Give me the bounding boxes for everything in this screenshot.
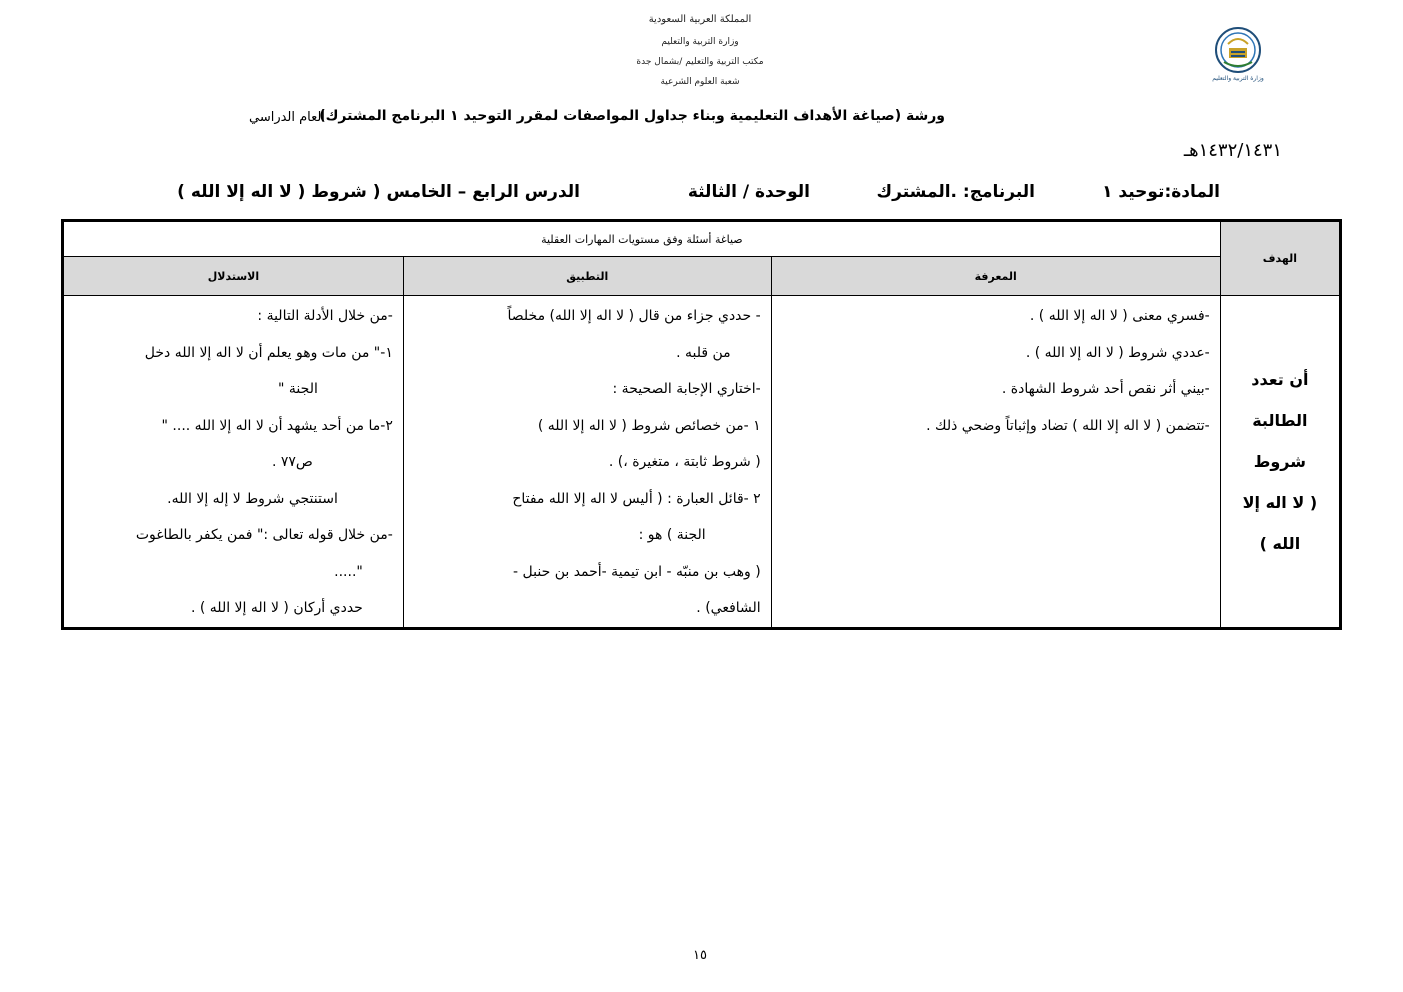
- header-lines: [560, 14, 840, 97]
- reasoning-item: -من خلال قوله تعالى :" فمن يكفر بالطاغوت: [135, 527, 393, 543]
- application-item: - حددي جزاء من قال ( لا اله إلا الله) مخلصاً: [507, 308, 761, 324]
- knowledge-item: -تتضمن ( لا اله إلا الله ) تضاد وإثباتاً وضحي ذلك .: [926, 417, 1210, 434]
- application-item: -اختاري الإجابة الصحيحة :: [612, 381, 761, 397]
- knowledge-cell: [771, 296, 1220, 629]
- reasoning-item: الجنة ": [278, 381, 318, 397]
- reasoning-item: ص٧٧ .: [271, 454, 313, 470]
- academic-year-label: العام الدراسي: [248, 110, 325, 125]
- application-item: ١ -من خصائص شروط ( لا اله إلا الله ): [537, 417, 761, 434]
- knowledge-header: المعرفة: [771, 257, 1220, 296]
- application-cell: [403, 296, 771, 629]
- reasoning-item: حددي أركان ( لا اله إلا الله ) .: [190, 600, 363, 616]
- knowledge-item: -عددي شروط ( لا اله إلا الله ) .: [1025, 344, 1210, 361]
- workshop-title: ورشة (صياغة الأهداف التعليمية وبناء جداول المواصفات لمقرر التوحيد ١ البرنامج المشترك): [319, 108, 945, 124]
- goal-line: الله ): [1259, 533, 1301, 553]
- ministry-logo-icon: [1208, 24, 1272, 88]
- reasoning-header: الاستدلال: [63, 257, 404, 296]
- application-item: ( وهب بن منبّه - ابن تيمية -أحمد بن حنبل -: [513, 563, 761, 580]
- reasoning-cell: [63, 296, 404, 629]
- lesson-label: الدرس الرابع – الخامس ( شروط ( لا اله إلا الله ): [177, 182, 580, 202]
- goal-header: الهدف: [1220, 221, 1340, 296]
- page-number: ١٥: [693, 948, 707, 963]
- goal-line: الطالبة: [1252, 410, 1308, 430]
- header-department: شعبة العلوم الشرعية: [660, 77, 740, 87]
- goal-line: شروط: [1253, 451, 1306, 471]
- subject-label: المادة:توحيد ١: [1102, 182, 1220, 202]
- knowledge-item: -فسري معنى ( لا اله إلا الله ) .: [1029, 308, 1210, 324]
- header-kingdom: المملكة العربية السعودية: [648, 14, 752, 25]
- application-item: ( شروط ثابتة ، متغيرة ،) .: [608, 454, 761, 470]
- objectives-table: [61, 219, 1342, 630]
- reasoning-item: ".....: [334, 563, 363, 580]
- header-office: مكتب التربية والتعليم /بشمال جدة: [636, 57, 764, 67]
- application-item: الجنة ) هو :: [638, 527, 706, 543]
- goal-line: ( لا اله إلا: [1242, 492, 1318, 512]
- goal-cell: [1220, 296, 1340, 629]
- application-header: التطبيق: [403, 257, 771, 296]
- unit-label: الوحدة / الثالثة: [687, 182, 810, 202]
- reasoning-item: ١-" من مات وهو يعلم أن لا اله إلا الله دخل: [144, 344, 393, 361]
- knowledge-item: -بيني أثر نقص أحد شروط الشهادة .: [1001, 381, 1210, 397]
- reasoning-item: ٢-ما من أحد يشهد أن لا اله إلا الله .... ": [161, 417, 393, 434]
- header-ministry: وزارة التربية والتعليم: [661, 37, 739, 47]
- levels-banner: صياغة أسئلة وفق مستويات المهارات العقلية: [63, 221, 1221, 257]
- goal-line: أن تعدد: [1251, 369, 1309, 389]
- ministry-logo: [1208, 24, 1272, 88]
- application-item: من قلبه .: [676, 344, 731, 361]
- application-item: ٢ -قائل العبارة : ( أليس لا اله إلا الله مفتاح: [512, 490, 761, 507]
- reasoning-item: استنتجي شروط لا إله إلا الله.: [167, 490, 338, 507]
- academic-year-value: ١٤٣٢/١٤٣١هـ: [1183, 140, 1282, 161]
- logo-caption: وزارة التربية والتعليم: [1212, 75, 1264, 82]
- program-label: البرنامج: .المشترك: [876, 182, 1035, 202]
- reasoning-item: -من خلال الأدلة التالية :: [257, 308, 393, 324]
- application-item: الشافعي) .: [696, 600, 761, 616]
